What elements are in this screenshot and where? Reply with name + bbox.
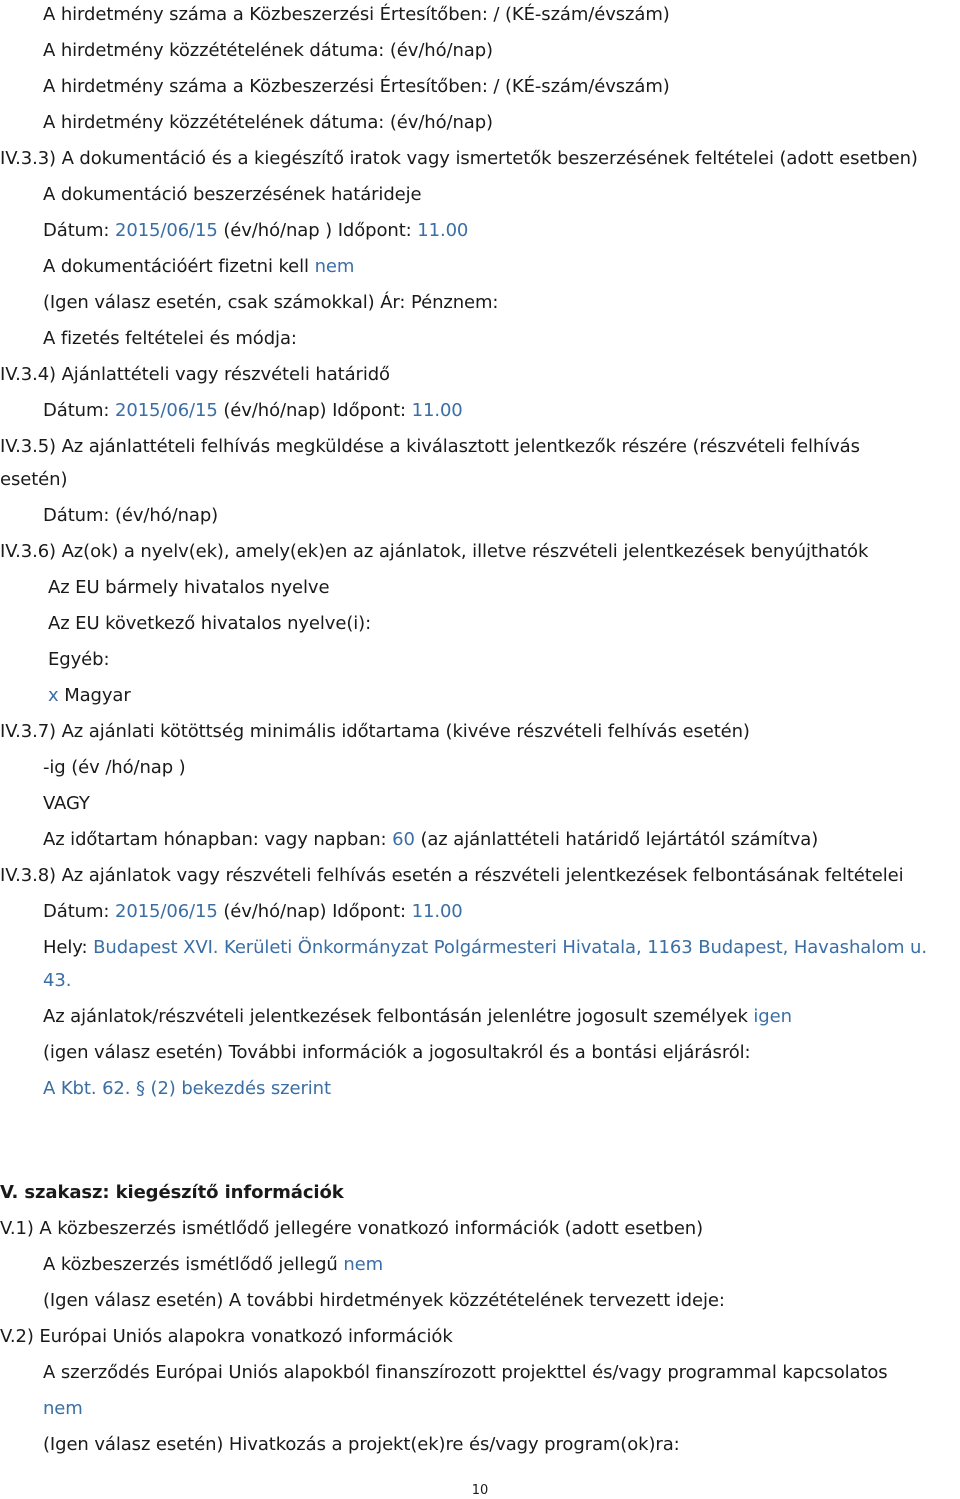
recurrence-value: nem [343,1254,384,1275]
notice-date-line: A hirdetmény közzétételének dátuma: (év/hó/nap) [43,40,493,61]
opening-date-line: Dátum: 2015/06/15 (év/hó/nap) Időpont: 11.00 [43,901,463,922]
language-option-following: Az EU következő hivatalos nyelve(i): [48,613,372,634]
section-heading-iv-3-5: IV.3.5) Az ajánlattételi felhívás megküldése a kiválasztott jelentkezők részére (részvételi felhívás [0,436,860,457]
section-heading-iv-3-6: IV.3.6) Az(ok) a nyelv(ek), amely(ek)en az ajánlatok, illetve részvételi jelentkezések benyújthatók [0,541,869,562]
kbt-reference: A Kbt. 62. § (2) bekezdés szerint [43,1078,331,1099]
more-info-line: (igen válasz esetén) További információk a jogosultakról és a bontási eljárásról: [43,1042,751,1063]
section-heading-v-2: V.2) Európai Uniós alapokra vonatkozó információk [0,1326,453,1347]
section-title-v: V. szakasz: kiegészítő információk [0,1182,344,1203]
page-number: 10 [471,1483,489,1498]
persons-value: igen [753,1006,792,1027]
date-value: 2015/06/15 [114,901,218,922]
eu-funds-more-line: (Igen válasz esetén) Hivatkozás a projekt(ek)re és/vagy program(ok)ra: [43,1434,680,1455]
section-heading-iv-3-4: IV.3.4) Ajánlattételi vagy részvételi határidő [0,364,390,385]
notice-number-line: A hirdetmény száma a Közbeszerzési Értesítőben: / (KÉ-szám/évszám) [43,4,670,25]
time-value: 11.00 [411,400,463,421]
language-option-other: Egyéb: [48,649,110,670]
or-line: VAGY [43,793,90,814]
section-heading-iv-3-5-cont: esetén) [0,469,68,490]
time-value: 11.00 [417,220,469,241]
duration-line: Az időtartam hónapban: vagy napban: 60 (az ajánlattételi határidő lejártától számítva) [43,829,819,850]
section-heading-iv-3-7: IV.3.7) Az ajánlati kötöttség minimális időtartama (kivéve részvételi felhívás esetén) [0,721,750,742]
recurrence-line: A közbeszerzés ismétlődő jellegű nem [43,1254,384,1275]
payment-value: nem [314,256,355,277]
section-heading-v-1: V.1) A közbeszerzés ismétlődő jellegére vonatkozó információk (adott esetben) [0,1218,704,1239]
time-value: 11.00 [411,901,463,922]
invitation-date-line: Dátum: (év/hó/nap) [43,505,219,526]
price-line: (Igen válasz esetén, csak számokkal) Ár: Pénznem: [43,292,499,313]
place-value: Budapest XVI. Kerületi Önkormányzat Polgármesteri Hivatala, 1163 Budapest, Havashalom u. [93,937,927,958]
persons-entitled-line: Az ajánlatok/részvételi jelentkezések felbontásán jelenlétre jogosult személyek igen [43,1006,792,1027]
section-heading-iv-3-8: IV.3.8) Az ajánlatok vagy részvételi felhívás esetén a részvételi jelentkezések felbontásának feltételei [0,865,904,886]
documentation-deadline-label: A dokumentáció beszerzésének határideje [43,184,422,205]
place-value-cont: 43. [43,970,72,991]
opening-place-line: Hely: Budapest XVI. Kerületi Önkormányzat Polgármesteri Hivatala, 1163 Budapest, Havashalom u. [43,937,927,958]
until-date-line: -ig (év /hó/nap ) [43,757,186,778]
eu-funds-value: nem [43,1398,83,1419]
documentation-date-line: Dátum: 2015/06/15 (év/hó/nap ) Időpont: 11.00 [43,220,469,241]
language-option-any: Az EU bármely hivatalos nyelve [48,577,330,598]
language-value: Magyar [64,685,131,706]
recurrence-more-line: (Igen válasz esetén) A további hirdetmények közzétételének tervezett ideje: [43,1290,725,1311]
submission-date-line: Dátum: 2015/06/15 (év/hó/nap) Időpont: 11.00 [43,400,463,421]
duration-value: 60 [392,829,415,850]
section-heading-iv-3-3: IV.3.3) A dokumentáció és a kiegészítő iratok vagy ismertetők beszerzésének feltételei (adott esetben) [0,148,918,169]
notice-date-line: A hirdetmény közzétételének dátuma: (év/hó/nap) [43,112,493,133]
eu-funds-line: A szerződés Európai Uniós alapokból finanszírozott projekttel és/vagy programmal kapcsolatos [43,1362,888,1383]
language-selected-line [48,684,131,708]
payment-required-line: A dokumentációért fizetni kell nem [43,256,355,277]
payment-terms-line: A fizetés feltételei és módja: [43,328,297,349]
date-value: 2015/06/15 [114,220,218,241]
notice-number-line: A hirdetmény száma a Közbeszerzési Értesítőben: / (KÉ-szám/évszám) [43,76,670,97]
check-mark: x [48,685,59,706]
date-value: 2015/06/15 [114,400,218,421]
